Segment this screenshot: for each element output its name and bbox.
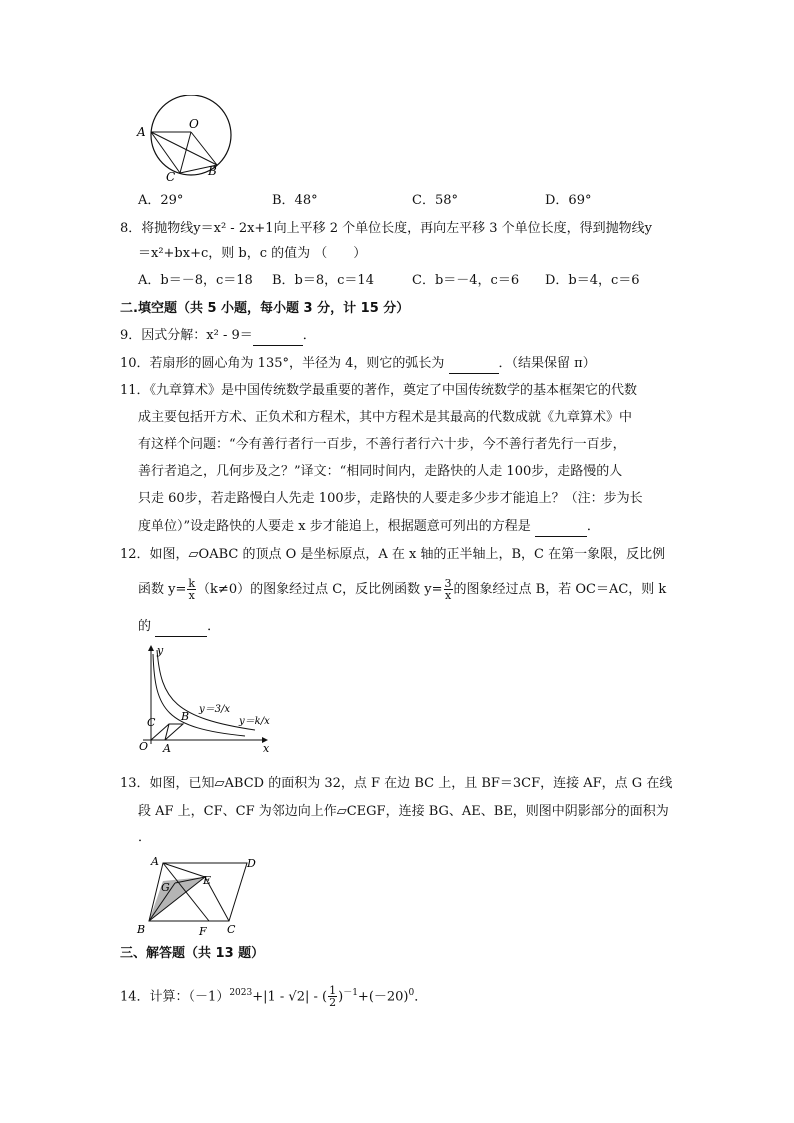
q7-choice-d[interactable]: D．69°: [545, 193, 592, 208]
label-x: x: [263, 742, 270, 755]
q14-end: ．: [414, 989, 428, 1005]
q11-line6: [138, 518, 600, 537]
q8-choice-d[interactable]: D．b＝4，c＝6: [545, 273, 640, 288]
q14-exp-0: 0: [408, 988, 415, 998]
segment-ob: [191, 132, 217, 165]
q13-line2: 段 AF 上，CF、CF 为邻边向上作▱CEGF，连接 BG、AE、BE，则图中阴影部分的面积为: [138, 804, 669, 819]
q8-choice-c[interactable]: C．b＝－4，c＝6: [412, 273, 520, 288]
q9-answer-blank[interactable]: [253, 327, 303, 346]
label-c: C: [227, 923, 236, 936]
q12-frac-k-over-x: [187, 578, 196, 601]
label-b: B: [137, 923, 146, 936]
q14: [120, 978, 427, 1012]
label-b: B: [181, 710, 190, 723]
segment-ab: [151, 132, 217, 165]
q10-text: 10．若扇形的圆心角为 135°，半径为 4，则它的弧长为: [120, 356, 445, 371]
q12-graph-figure: [135, 640, 285, 758]
q11-line1: 11．《九章算术》是中国传统数学最重要的著作，奠定了中国传统数学的基本框架它的代数: [120, 383, 638, 398]
q14-exp-neg1: －1: [343, 988, 358, 998]
q14-mid2: ): [338, 989, 344, 1005]
label-c: C: [166, 170, 176, 184]
label-e: E: [203, 874, 212, 887]
label-a: A: [163, 742, 171, 755]
q14-frac-one-half: [328, 985, 337, 1008]
q12-line3: [138, 618, 220, 637]
q14-mid3: +(－20): [357, 989, 409, 1005]
label-d: D: [247, 857, 256, 870]
q11-line4: 善行者追之，几何步及之？”译文：“相同时间内，走路快的人走 100步，走路慢的人: [138, 464, 623, 479]
label-curve-3-over-x: y＝3/x: [199, 704, 231, 715]
label-g: G: [161, 881, 170, 894]
label-b: B: [208, 164, 217, 178]
frac-num: k: [188, 577, 196, 590]
segment-oc: [180, 132, 191, 173]
frac-den: x: [444, 589, 452, 602]
frac-num: 1: [329, 984, 337, 998]
q11-line3: 有这样个问题：“今有善行者行一百步，不善行者行六十步，今不善行者先行一百步，: [138, 437, 626, 452]
q9: [120, 327, 316, 346]
label-o: O: [189, 117, 199, 131]
q12-line2-post: 的图象经过点 B，若 OC＝AC，则 k: [453, 582, 667, 597]
q12-line2-pre: 函数 y=: [138, 582, 187, 597]
frac-den: x: [188, 589, 195, 602]
label-a: A: [137, 125, 146, 139]
q11-end: ．: [586, 519, 600, 534]
label-a: A: [151, 855, 159, 868]
q12-frac-3-over-x: [444, 578, 453, 601]
q7-choice-c[interactable]: C．58°: [412, 193, 458, 208]
section-fill-in-heading: 二.填空题（共 5 小题，每小题 3 分，计 15 分）: [120, 301, 410, 316]
label-c: C: [147, 716, 156, 729]
q12-line3-pre: 的: [138, 619, 152, 634]
label-y: y: [157, 644, 164, 657]
q11-answer-blank[interactable]: [535, 518, 587, 537]
q13-parallelogram-figure: [135, 853, 265, 937]
q14-pre: 14．计算：（－1）: [120, 989, 230, 1005]
label-f: F: [199, 925, 207, 937]
q7-choice-b[interactable]: B．48°: [272, 193, 318, 208]
q8-choice-b[interactable]: B．b＝8，c＝14: [272, 273, 374, 288]
section-solve-heading: 三、解答题（共 13 题）: [120, 946, 265, 961]
q11-line5: 只走 60步，若走路慢白人先走 100步，走路快的人要走多少步才能追上？（注：步为长: [138, 491, 643, 506]
q12-line2: [138, 576, 666, 604]
q7-choice-a[interactable]: A．29°: [138, 193, 184, 208]
q8-choice-a[interactable]: A．b＝－8，c＝18: [138, 273, 253, 288]
q13-line1: 13．如图，已知▱ABCD 的面积为 32，点 F 在边 BC 上，且 BF＝3CF，连接 AF，点 G 在线: [120, 776, 673, 791]
q11-line2: 成主要包括开方术、正负术和方程术，其中方程术是其最高的代数成就《九章算术》中: [138, 410, 633, 425]
label-o: O: [139, 740, 149, 753]
q9-text: 9．因式分解：x² ‑ 9＝: [120, 328, 253, 343]
label-curve-k-over-x: y＝k/x: [239, 716, 270, 727]
q12-answer-blank[interactable]: [155, 618, 207, 637]
q14-exp-2023: 2023: [229, 988, 253, 998]
q9-end: ．: [302, 328, 316, 343]
q10: [120, 355, 596, 374]
q14-mid1: +|1 ‑ √2| ‑ (: [252, 989, 328, 1005]
segment-ae: [163, 863, 205, 877]
q12-line2-mid: （k≠0）的图象经过点 C，反比例函数 y=: [197, 582, 443, 597]
q13-line3: ．: [138, 830, 152, 845]
q12-line1: 12．如图，▱OABC 的顶点 O 是坐标原点，A 在 x 轴的正半轴上，B，C 在第一象限，反比例: [120, 547, 666, 562]
q8-line2: ＝x²+bx+c，则 b，c 的值为 （ ）: [138, 246, 367, 261]
q12-line3-end: ．: [207, 619, 221, 634]
q8-line1: 8．将抛物线y＝x² ‑ 2x+1向上平移 2 个单位长度，再向左平移 3 个单位长度，得到抛物线y: [120, 221, 652, 236]
q10-answer-blank[interactable]: [449, 355, 499, 374]
q11-last: 度单位）”设走路快的人要走 x 步才能追上，根据题意可列出的方程是: [138, 519, 531, 534]
curve-y-k-over-x: [153, 654, 245, 736]
frac-num: 3: [444, 577, 452, 590]
q10-end: ．（结果保留 π）: [498, 356, 596, 371]
q7-circle-figure: [135, 95, 245, 185]
frac-den: 2: [329, 996, 337, 1010]
circle-outline: [151, 95, 231, 175]
